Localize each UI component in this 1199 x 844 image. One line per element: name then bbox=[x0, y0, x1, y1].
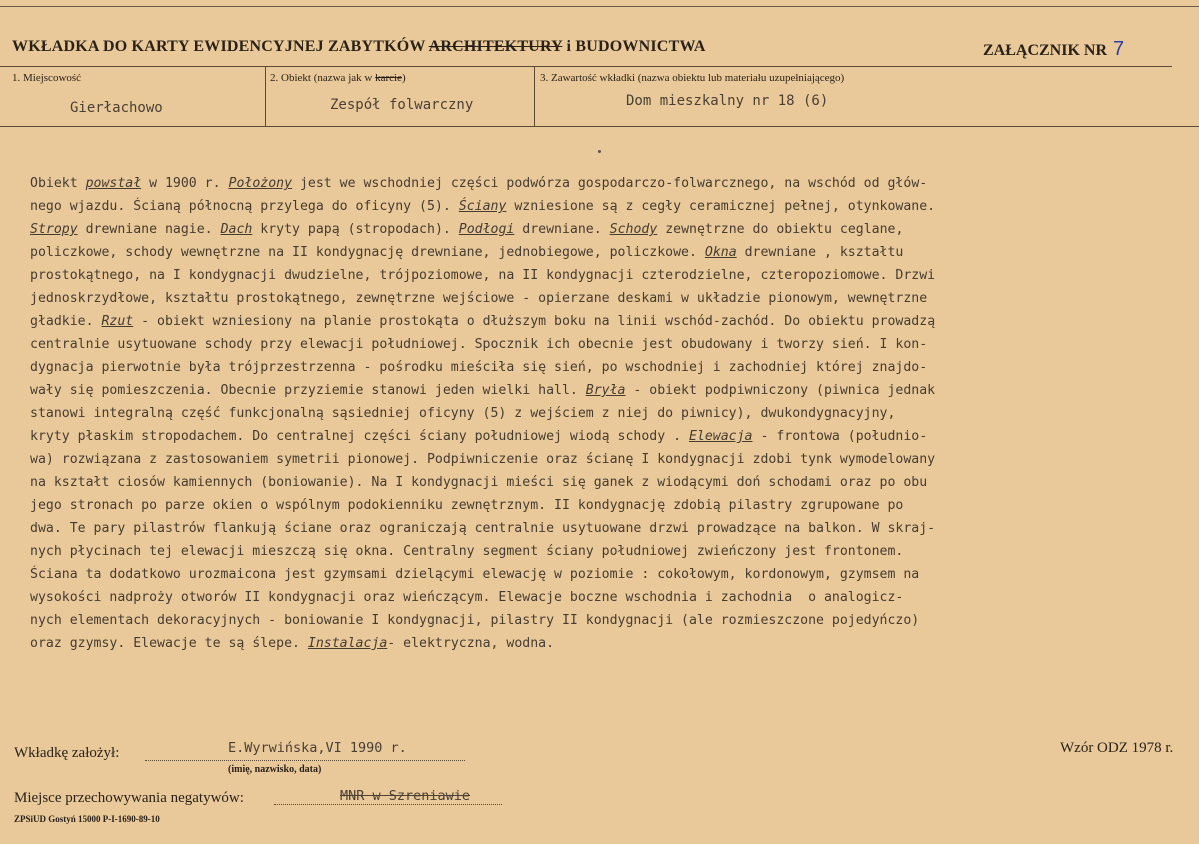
text-segment: kryty papą (stropodach). bbox=[252, 222, 459, 237]
text-line bbox=[30, 287, 1190, 310]
section-keyword: Bryła bbox=[585, 383, 626, 398]
text-line bbox=[30, 218, 1190, 241]
text-segment: Ściana ta dodatkowo urozmaicona jest gzymsami dzielącymi elewację w poziomie : cokołowym, kordonowym, gzymsem na bbox=[30, 567, 920, 582]
text-segment: - obiekt podpiwniczony (piwnica jednak bbox=[625, 383, 936, 398]
storage-label: Miejsce przechowywania negatywów: bbox=[14, 790, 244, 806]
text-line bbox=[30, 494, 1190, 517]
text-line bbox=[30, 471, 1190, 494]
field-divider-1 bbox=[265, 66, 266, 126]
storage-dotted-line bbox=[274, 804, 502, 805]
place-label: 1. Miejscowość bbox=[12, 72, 82, 84]
text-line bbox=[30, 264, 1190, 287]
author-value: E.Wyrwińska,VI 1990 r. bbox=[228, 740, 407, 756]
author-dotted-line bbox=[145, 760, 465, 761]
text-segment: dwa. Te pary pilastrów flankują ściane oraz ograniczają centralnie usytuowane drzwi prowadzące na balkon. W skraj- bbox=[30, 521, 936, 536]
text-line bbox=[30, 586, 1190, 609]
text-line bbox=[30, 241, 1190, 264]
header-divider bbox=[0, 66, 1172, 67]
text-segment: policzkowe, schody wewnętrzne na II kondygnację drewniane, jednobiegowe, policzkowe. bbox=[30, 245, 705, 260]
section-keyword: Instalacja bbox=[307, 636, 388, 651]
text-segment: stanowi integralną część funkcjonalną sąsiedniej oficyny (5) z wejściem z niej do piwnicy), dwukondygnacyjny, bbox=[30, 406, 896, 421]
section-keyword: Schody bbox=[609, 222, 658, 237]
fields-divider bbox=[0, 126, 1199, 127]
field-divider-2 bbox=[534, 66, 535, 126]
page-title: WKŁADKA DO KARTY EWIDENCYJNEJ ZABYTKÓW ARCHITEKTURY i BUDOWNICTWA bbox=[12, 38, 706, 55]
text-segment: oraz gzymsy. Elewacje te są ślepe. bbox=[30, 636, 308, 651]
section-keyword: Ściany bbox=[458, 199, 507, 214]
author-caption: (imię, nazwisko, data) bbox=[228, 764, 322, 775]
section-keyword: Elewacja bbox=[688, 429, 753, 444]
section-keyword: Położony bbox=[228, 176, 293, 191]
print-info: ZPSiUD Gostyń 15000 P-I-1690-89-10 bbox=[14, 814, 160, 824]
attachment-number: ZAŁĄCZNIK NR 7 bbox=[983, 38, 1125, 60]
text-segment: - elektryczna, wodna. bbox=[387, 636, 555, 651]
section-keyword: Dach bbox=[220, 222, 253, 237]
text-line bbox=[30, 172, 1190, 195]
text-line bbox=[30, 632, 1190, 655]
text-segment: jednoskrzydłowe, kształtu prostokątnego, zewnętrzne wejściowe - opierzane deskami w układzie pionowym, wewnętrzne bbox=[30, 291, 928, 306]
author-label: Wkładkę założył: bbox=[14, 745, 120, 761]
section-keyword: Podłogi bbox=[458, 222, 515, 237]
text-line bbox=[30, 195, 1190, 218]
text-segment: nych płycinach tej elewacji mieszczą się okna. Centralny segment ściany południowej zwieńczony jest frontonem. bbox=[30, 544, 904, 559]
text-line bbox=[30, 448, 1190, 471]
text-segment: drewniane. bbox=[514, 222, 610, 237]
top-border bbox=[0, 6, 1199, 7]
form-version: Wzór ODZ 1978 r. bbox=[1060, 740, 1174, 756]
text-segment: na kształt ciosów kamiennych (boniowanie). Na I kondygnacji mieści się ganek z wiodącymi doń schodami oraz po obu bbox=[30, 475, 928, 490]
text-segment: wały się pomieszczenia. Obecnie przyziemie stanowi jeden wielki hall. bbox=[30, 383, 586, 398]
text-segment: drewniane nagie. bbox=[77, 222, 221, 237]
text-segment: wzniesione są z cegły ceramicznej pełnej, otynkowane. bbox=[506, 199, 936, 214]
content-label: 3. Zawartość wkładki (nazwa obiektu lub materiału uzupełniającego) bbox=[540, 72, 845, 84]
text-segment: drewniane , kształtu bbox=[736, 245, 904, 260]
text-line bbox=[30, 356, 1190, 379]
section-keyword: Okna bbox=[704, 245, 737, 260]
section-keyword: Stropy bbox=[30, 222, 78, 237]
text-segment: centralnie usytuowane schody przy elewacji południowej. Spocznik ich obecnie jest obudowany i tworzy sień. I kon- bbox=[30, 337, 928, 352]
text-line bbox=[30, 517, 1190, 540]
description-text bbox=[30, 172, 1190, 655]
section-keyword: powstał bbox=[85, 176, 142, 191]
text-segment: Obiekt bbox=[30, 176, 86, 191]
text-segment: nego wjazdu. Ścianą północną przylega do oficyny (5). bbox=[30, 199, 459, 214]
object-label: 2. Obiekt (nazwa jak w karcie) bbox=[270, 72, 406, 84]
text-segment: wysokości nadproży otworów II kondygnacji oraz wieńczącym. Elewacje boczne wschodnia i zachodnia o analogicz- bbox=[30, 590, 904, 605]
text-segment: gładkie. bbox=[30, 314, 102, 329]
object-value: Zespół folwarczny bbox=[330, 97, 474, 113]
storage-value: MNR w Szreniawie bbox=[340, 788, 471, 804]
text-line bbox=[30, 609, 1190, 632]
text-line bbox=[30, 563, 1190, 586]
place-value: Gierłachowo bbox=[70, 100, 163, 116]
text-segment: nych elementach dekoracyjnych - boniowanie I kondygnacji, pilastry II kondygnacji (ale rozmieszczone pojedyńczo) bbox=[30, 613, 920, 628]
text-segment: - obiekt wzniesiony na planie prostokąta o dłuższym boku na linii wschód-zachód. Do obiektu prowadzą bbox=[133, 314, 936, 329]
text-segment: zewnętrzne do obiektu ceglane, bbox=[657, 222, 904, 237]
text-line bbox=[30, 425, 1190, 448]
text-segment: kryty płaskim stropodachem. Do centralnej części ściany południowej wiodą schody . bbox=[30, 429, 689, 444]
text-line bbox=[30, 333, 1190, 356]
text-segment: w 1900 r. bbox=[141, 176, 229, 191]
text-segment: wa) rozwiązana z zastosowaniem symetrii pionowej. Podpiwniczenie oraz ścianę I kondygnacji zdobi tynk wymodelowany bbox=[30, 452, 936, 467]
text-line bbox=[30, 379, 1190, 402]
text-line bbox=[30, 402, 1190, 425]
text-segment: - frontowa (południo- bbox=[752, 429, 928, 444]
dot-mark bbox=[598, 150, 601, 153]
text-segment: prostokątnego, na I kondygnacji dwudzielne, trójpoziomowe, na II kondygnacji czterodzielne, czteropoziomowe. Drzwi bbox=[30, 268, 936, 283]
section-keyword: Rzut bbox=[101, 314, 134, 329]
text-line bbox=[30, 540, 1190, 563]
text-line bbox=[30, 310, 1190, 333]
text-segment: dygnacja pierwotnie była trójprzestrzenna - pośrodku mieściła się sień, po wschodniej i zachodniej której znajdo- bbox=[30, 360, 928, 375]
text-segment: jest we wschodniej części podwórza gospodarczo-folwarcznego, na wschód od głów- bbox=[292, 176, 928, 191]
content-value: Dom mieszkalny nr 18 (6) bbox=[626, 93, 829, 109]
text-segment: jego stronach po parze okien o wspólnym podokienniku zewnętrznym. II kondygnację zdobią pilastry zgrupowane po bbox=[30, 498, 904, 513]
